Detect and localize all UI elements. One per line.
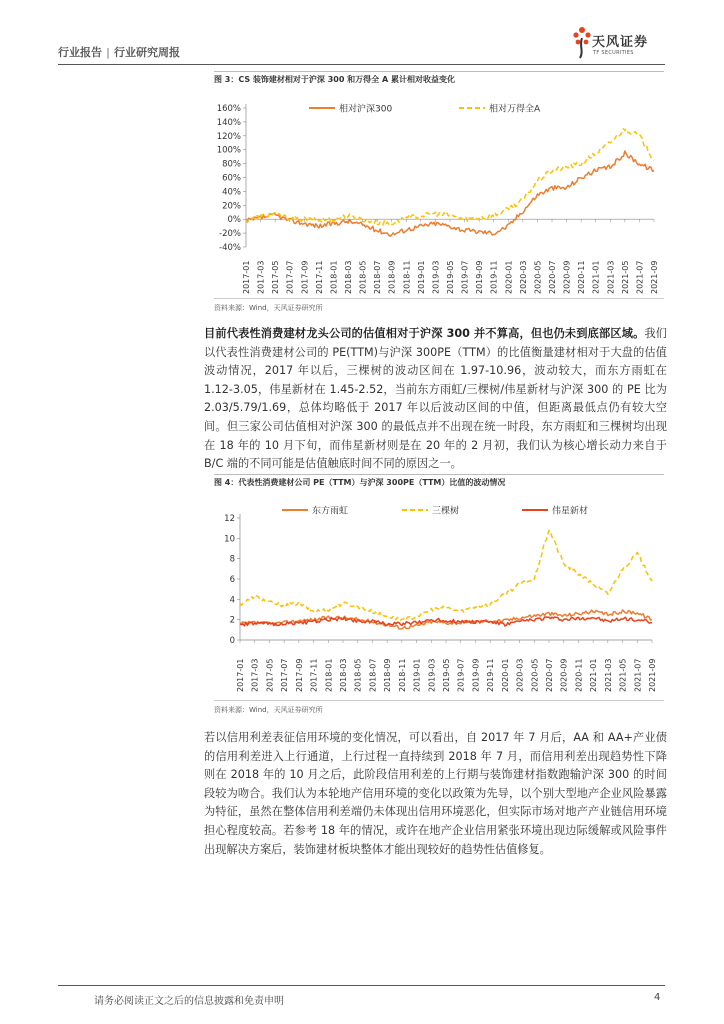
logo-text-en: TF SECURITIES <box>593 50 634 56</box>
y-tick-label: 140% <box>216 117 241 128</box>
logo-text-cn: 天风证券 <box>592 35 649 50</box>
legend-label-0: 相对沪深300 <box>339 104 393 115</box>
x-tick-label: 2018-05 <box>353 658 363 692</box>
x-tick-label: 2018-01 <box>324 658 334 692</box>
x-tick-label: 2017-03 <box>256 260 266 294</box>
legend-label-1: 相对万得全A <box>489 104 541 115</box>
x-tick-label: 2017-07 <box>285 260 295 294</box>
x-tick-label: 2019-03 <box>427 658 437 692</box>
figure4-chart-svg <box>214 498 664 694</box>
x-tick-label: 2019-11 <box>489 260 499 294</box>
x-tick-label: 2021-05 <box>618 658 628 692</box>
x-tick-label: 2021-07 <box>635 260 645 294</box>
x-tick-label: 2018-11 <box>397 658 407 692</box>
x-tick-label: 2021-09 <box>648 658 657 692</box>
x-tick-label: 2020-11 <box>577 260 587 294</box>
header-separator: | <box>106 46 111 59</box>
x-tick-label: 2021-05 <box>620 260 630 294</box>
x-tick-label: 2019-11 <box>486 658 496 692</box>
x-tick-label: 2020-03 <box>515 658 525 692</box>
header-category <box>58 44 180 60</box>
x-tick-label: 2017-07 <box>280 658 290 692</box>
x-tick-label: 2019-07 <box>456 658 466 692</box>
x-tick-label: 2019-03 <box>431 260 441 294</box>
x-tick-label: 2018-03 <box>339 658 348 692</box>
series-line-1 <box>240 530 652 620</box>
x-tick-label: 2021-07 <box>633 658 643 692</box>
x-tick-label: 2017-11 <box>314 260 324 294</box>
page-number: 4 <box>654 992 661 1003</box>
x-tick-label: 2020-07 <box>548 260 557 294</box>
x-tick-label: 2018-01 <box>329 260 339 294</box>
x-tick-label: 2018-09 <box>387 260 397 294</box>
x-tick-label: 2020-11 <box>574 658 584 692</box>
paragraph-valuation-body: 我们以代表性消费建材公司的 PE(TTM)与沪深 300PE（TTM）的比值衡量建材相对于大盘的估值波动情况，2017 年以后，三棵树的波动区间在 1.97-10.96，波动较大，而东方雨虹在 1.12-3.05，伟星新材在 1.45-2.52，当前东方雨虹/三棵树/伟星新材与沪深 300 的 PE 比为 2.03/5.79/1.69，总体均略低于 2017 年以后波动区间的中值，但距离最低点仍有较大空间。但三家公司估值相对沪深 300 的最低点并不出现在统一时段，东方雨虹和三棵树均出现在 18 年的 10 月下旬，而伟星新材则是在 20 年的 2 月初，我们认为核心增长动力来自于 B/C 端的不同可能是估值触底时间不同的原因之一。 <box>204 327 667 471</box>
x-tick-label: 2020-05 <box>530 658 540 692</box>
series-line-0 <box>246 151 654 236</box>
report-type: 行业报告 <box>58 46 102 59</box>
y-tick-label: 10 <box>224 534 235 545</box>
page-header <box>0 0 724 72</box>
x-tick-label: 2017-03 <box>250 658 260 692</box>
x-tick-label: 2019-09 <box>475 260 485 294</box>
x-tick-label: 2021-03 <box>603 658 613 692</box>
footer-divider <box>58 985 665 986</box>
company-logo-icon <box>572 24 592 60</box>
y-tick-label: 60% <box>222 173 241 184</box>
legend-label-1: 三棵树 <box>432 506 460 517</box>
x-tick-label: 2019-01 <box>416 260 426 294</box>
x-tick-label: 2017-01 <box>236 658 245 692</box>
x-tick-label: 2020-01 <box>504 260 514 294</box>
x-tick-label: 2018-09 <box>383 658 393 692</box>
x-tick-label: 2019-05 <box>446 260 455 294</box>
paragraph-valuation <box>204 325 667 474</box>
figure3-top-rule <box>214 71 664 72</box>
x-tick-label: 2020-09 <box>559 658 569 692</box>
figure4-bottom-rule <box>214 700 664 701</box>
figure3-chart <box>214 92 664 296</box>
x-tick-label: 2017-05 <box>265 658 275 692</box>
x-tick-label: 2019-01 <box>412 658 422 692</box>
x-tick-label: 2020-09 <box>562 260 572 294</box>
x-tick-label: 2017-09 <box>300 260 310 294</box>
x-tick-label: 2019-05 <box>442 658 451 692</box>
series-line-1 <box>246 129 654 225</box>
legend-label-0: 东方雨虹 <box>312 506 349 517</box>
y-tick-label: 4 <box>229 595 235 606</box>
paragraph-credit-spread: 若以信用利差表征信用环境的变化情况，可以看出，自 2017 年 7 月后，AA 和 AA+产业债的信用利差进入上行通道，上行过程一直持续到 2018 年 7 月，而信用利差出现趋势性下降则在 2018 年的 10 月之后，此阶段信用利差的上行期与装饰建材指数跑输沪深 300 的时间段较为吻合。我们认为本轮地产信用环境的变化以政策为先导，以个别大型地产企业风险暴露为特征，虽然在整体信用利差端仍未体现出信用环境恶化，但实际市场对地产产业链信用环境担心程度较高。若参考 18 年的情况，或许在地产企业信用紧张环境出现边际缓解或风险事件出现解决方案后，装饰建材板块整体才能出现较好的趋势性估值修复。 <box>204 731 667 856</box>
y-tick-label: 120% <box>216 131 241 142</box>
y-tick-label: 0 <box>229 636 235 646</box>
footer-disclaimer: 请务必阅读正文之后的信息披露和免责申明 <box>94 996 284 1007</box>
x-tick-label: 2019-09 <box>471 658 481 692</box>
legend-label-2: 伟星新材 <box>552 506 589 517</box>
paragraph-valuation-lead: 目前代表性消费建材龙头公司的估值相对于沪深 300 并不算高，但也仍未到底部区域。 <box>204 327 645 340</box>
x-tick-label: 2018-11 <box>402 260 412 294</box>
y-tick-label: 6 <box>229 575 235 585</box>
x-tick-label: 2018-07 <box>368 658 378 692</box>
x-tick-label: 2020-05 <box>533 260 543 294</box>
figure4-chart <box>214 498 664 694</box>
figure4-top-rule <box>214 474 664 475</box>
y-tick-label: -40% <box>219 243 241 253</box>
x-tick-label: 2017-05 <box>271 260 281 294</box>
x-tick-label: 2021-09 <box>650 260 659 294</box>
figure3-chart-svg <box>214 92 664 296</box>
figure4-title: 图 4：代表性消费建材公司 PE（TTM）与沪深 300PE（TTM）比值的波动情况 <box>214 478 506 487</box>
x-tick-label: 2018-03 <box>344 260 353 294</box>
figure3-title: 图 3：CS 装饰建材相对于沪深 300 和万得全 A 累计相对收益变化 <box>214 75 455 84</box>
figure4-source: 资料来源：Wind，天风证券研究所 <box>214 706 323 714</box>
y-tick-label: 80% <box>222 159 241 170</box>
series-line-0 <box>240 610 652 629</box>
y-tick-label: 160% <box>216 104 241 114</box>
x-tick-label: 2018-07 <box>373 260 383 294</box>
header-divider <box>58 64 665 65</box>
x-tick-label: 2017-09 <box>294 658 304 692</box>
y-tick-label: 8 <box>229 554 235 565</box>
y-tick-label: 12 <box>224 514 235 524</box>
x-tick-label: 2021-01 <box>591 260 601 294</box>
report-subtype: 行业研究周报 <box>114 46 181 59</box>
x-tick-label: 2017-01 <box>242 260 251 294</box>
y-tick-label: 100% <box>216 145 241 156</box>
figure3-source: 资料来源：Wind，天风证券研究所 <box>214 304 323 312</box>
x-tick-label: 2020-03 <box>518 260 528 294</box>
x-tick-label: 2020-07 <box>545 658 554 692</box>
x-tick-label: 2018-05 <box>358 260 368 294</box>
x-tick-label: 2020-01 <box>500 658 510 692</box>
y-tick-label: 20% <box>222 201 241 212</box>
x-tick-label: 2019-07 <box>460 260 470 294</box>
figure3-bottom-rule <box>214 298 664 299</box>
x-tick-label: 2021-03 <box>606 260 616 294</box>
x-tick-label: 2021-01 <box>589 658 599 692</box>
y-tick-label: 0% <box>227 215 241 226</box>
y-tick-label: 2 <box>229 615 235 626</box>
y-tick-label: 40% <box>222 187 241 198</box>
x-tick-label: 2017-11 <box>309 658 319 692</box>
y-tick-label: -20% <box>219 229 241 240</box>
